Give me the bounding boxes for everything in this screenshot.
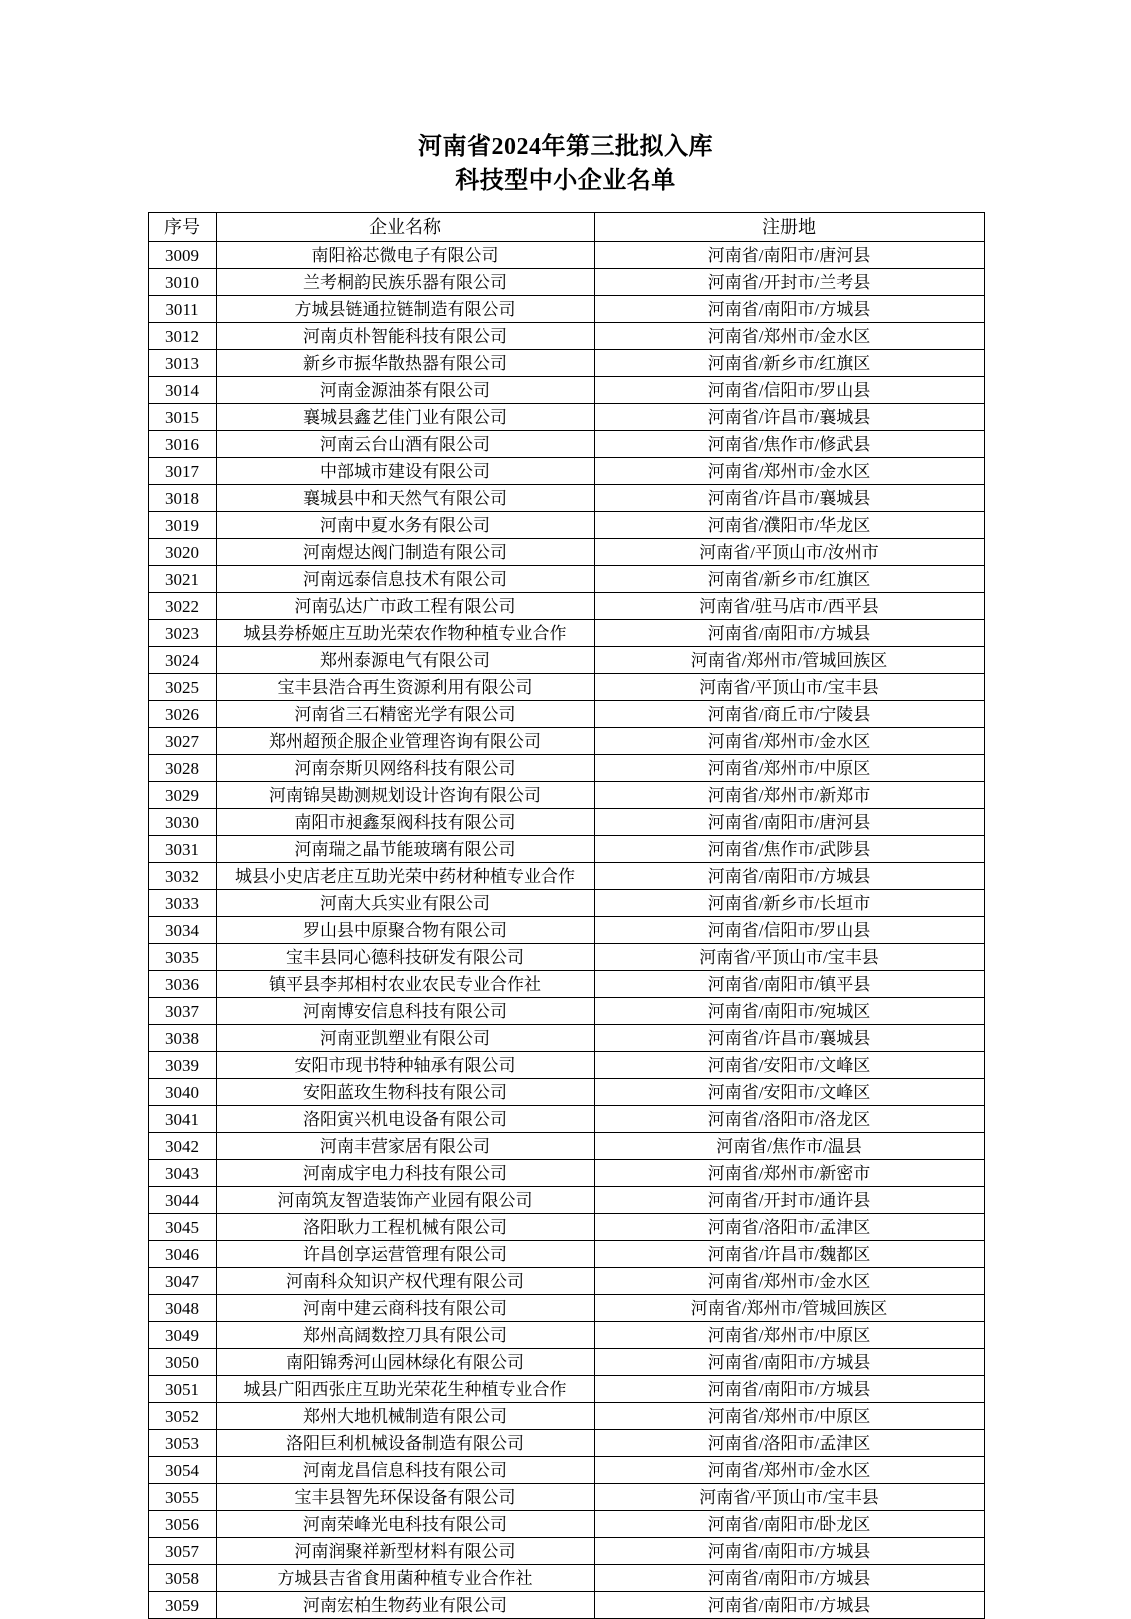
cell-registration-place: 河南省/南阳市/方城县: [594, 620, 984, 647]
cell-registration-place: 河南省/郑州市/中原区: [594, 1322, 984, 1349]
cell-index: 3009: [148, 242, 216, 269]
cell-enterprise-name: 新乡市振华散热器有限公司: [216, 350, 594, 377]
cell-index: 3051: [148, 1376, 216, 1403]
cell-registration-place: 河南省/郑州市/金水区: [594, 458, 984, 485]
cell-enterprise-name: 方城县链通拉链制造有限公司: [216, 296, 594, 323]
cell-index: 3047: [148, 1268, 216, 1295]
cell-index: 3024: [148, 647, 216, 674]
cell-index: 3013: [148, 350, 216, 377]
cell-registration-place: 河南省/焦作市/修武县: [594, 431, 984, 458]
cell-index: 3018: [148, 485, 216, 512]
cell-enterprise-name: 河南宏柏生物药业有限公司: [216, 1592, 594, 1619]
cell-registration-place: 河南省/郑州市/中原区: [594, 1403, 984, 1430]
cell-enterprise-name: 罗山县中原聚合物有限公司: [216, 917, 594, 944]
cell-enterprise-name: 洛阳耿力工程机械有限公司: [216, 1214, 594, 1241]
cell-registration-place: 河南省/洛阳市/洛龙区: [594, 1106, 984, 1133]
table-row: [148, 674, 984, 701]
cell-enterprise-name: 方城县吉省食用菌种植专业合作社: [216, 1565, 594, 1592]
cell-index: 3059: [148, 1592, 216, 1619]
cell-registration-place: 河南省/南阳市/方城县: [594, 1538, 984, 1565]
cell-index: 3021: [148, 566, 216, 593]
cell-registration-place: 河南省/南阳市/镇平县: [594, 971, 984, 998]
table-row: [148, 1592, 984, 1619]
table-header: [148, 213, 984, 242]
cell-enterprise-name: 城县小史店老庄互助光荣中药材种植专业合作: [216, 863, 594, 890]
cell-registration-place: 河南省/新乡市/红旗区: [594, 566, 984, 593]
cell-registration-place: 河南省/南阳市/方城县: [594, 1349, 984, 1376]
cell-enterprise-name: 襄城县中和天然气有限公司: [216, 485, 594, 512]
table-row: [148, 971, 984, 998]
cell-enterprise-name: 城县广阳西张庄互助光荣花生种植专业合作: [216, 1376, 594, 1403]
cell-index: 3045: [148, 1214, 216, 1241]
table-row: [148, 1079, 984, 1106]
cell-enterprise-name: 南阳市昶鑫泵阀科技有限公司: [216, 809, 594, 836]
table-row: [148, 512, 984, 539]
cell-registration-place: 河南省/平顶山市/宝丰县: [594, 674, 984, 701]
cell-enterprise-name: 中部城市建设有限公司: [216, 458, 594, 485]
cell-index: 3040: [148, 1079, 216, 1106]
cell-enterprise-name: 南阳裕芯微电子有限公司: [216, 242, 594, 269]
cell-enterprise-name: 洛阳寅兴机电设备有限公司: [216, 1106, 594, 1133]
table-row: [148, 1322, 984, 1349]
column-header-index: 序号: [148, 213, 216, 242]
cell-registration-place: 河南省/安阳市/文峰区: [594, 1079, 984, 1106]
cell-index: 3019: [148, 512, 216, 539]
cell-enterprise-name: 河南龙昌信息科技有限公司: [216, 1457, 594, 1484]
cell-registration-place: 河南省/南阳市/唐河县: [594, 242, 984, 269]
cell-enterprise-name: 郑州大地机械制造有限公司: [216, 1403, 594, 1430]
cell-registration-place: 河南省/郑州市/新密市: [594, 1160, 984, 1187]
table-row: [148, 944, 984, 971]
cell-registration-place: 河南省/许昌市/襄城县: [594, 404, 984, 431]
column-header-registration-place: 注册地: [594, 213, 984, 242]
cell-registration-place: 河南省/开封市/兰考县: [594, 269, 984, 296]
cell-registration-place: 河南省/新乡市/红旗区: [594, 350, 984, 377]
table-row: [148, 1511, 984, 1538]
cell-registration-place: 河南省/濮阳市/华龙区: [594, 512, 984, 539]
cell-index: 3056: [148, 1511, 216, 1538]
title-line-1: 河南省2024年第三批拟入库: [418, 134, 713, 160]
table-row: [148, 782, 984, 809]
cell-index: 3042: [148, 1133, 216, 1160]
cell-registration-place: 河南省/南阳市/唐河县: [594, 809, 984, 836]
table-row: [148, 1457, 984, 1484]
cell-enterprise-name: 南阳锦秀河山园林绿化有限公司: [216, 1349, 594, 1376]
cell-index: 3014: [148, 377, 216, 404]
cell-index: 3030: [148, 809, 216, 836]
table-row: [148, 296, 984, 323]
cell-index: 3031: [148, 836, 216, 863]
cell-registration-place: 河南省/安阳市/文峰区: [594, 1052, 984, 1079]
table-row: [148, 1133, 984, 1160]
cell-index: 3011: [148, 296, 216, 323]
enterprise-table: [148, 212, 985, 1619]
cell-index: 3026: [148, 701, 216, 728]
cell-index: 3015: [148, 404, 216, 431]
cell-registration-place: 河南省/郑州市/金水区: [594, 728, 984, 755]
cell-index: 3032: [148, 863, 216, 890]
cell-index: 3046: [148, 1241, 216, 1268]
cell-index: 3058: [148, 1565, 216, 1592]
table-header-row: [148, 213, 984, 242]
table-row: [148, 890, 984, 917]
table-row: [148, 404, 984, 431]
table-row: [148, 323, 984, 350]
table-row: [148, 701, 984, 728]
cell-registration-place: 河南省/焦作市/武陟县: [594, 836, 984, 863]
cell-enterprise-name: 襄城县鑫艺佳门业有限公司: [216, 404, 594, 431]
table-row: [148, 269, 984, 296]
table-row: [148, 998, 984, 1025]
table-row: [148, 1241, 984, 1268]
table-row: [148, 377, 984, 404]
table-row: [148, 1160, 984, 1187]
cell-index: 3055: [148, 1484, 216, 1511]
cell-enterprise-name: 河南中夏水务有限公司: [216, 512, 594, 539]
table-row: [148, 1565, 984, 1592]
cell-registration-place: 河南省/许昌市/襄城县: [594, 1025, 984, 1052]
table-row: [148, 566, 984, 593]
cell-registration-place: 河南省/许昌市/魏都区: [594, 1241, 984, 1268]
cell-registration-place: 河南省/郑州市/中原区: [594, 755, 984, 782]
table-row: [148, 1349, 984, 1376]
cell-registration-place: 河南省/郑州市/金水区: [594, 1268, 984, 1295]
cell-enterprise-name: 河南荣峰光电科技有限公司: [216, 1511, 594, 1538]
cell-registration-place: 河南省/郑州市/金水区: [594, 323, 984, 350]
cell-registration-place: 河南省/商丘市/宁陵县: [594, 701, 984, 728]
cell-index: 3041: [148, 1106, 216, 1133]
cell-index: 3016: [148, 431, 216, 458]
cell-enterprise-name: 宝丰县智先环保设备有限公司: [216, 1484, 594, 1511]
cell-index: 3052: [148, 1403, 216, 1430]
table-row: [148, 1106, 984, 1133]
cell-registration-place: 河南省/驻马店市/西平县: [594, 593, 984, 620]
cell-registration-place: 河南省/南阳市/方城县: [594, 296, 984, 323]
cell-enterprise-name: 河南远泰信息技术有限公司: [216, 566, 594, 593]
cell-index: 3053: [148, 1430, 216, 1457]
table-row: [148, 1430, 984, 1457]
cell-enterprise-name: 安阳市现书特种轴承有限公司: [216, 1052, 594, 1079]
cell-registration-place: 河南省/郑州市/金水区: [594, 1457, 984, 1484]
cell-index: 3039: [148, 1052, 216, 1079]
cell-enterprise-name: 河南弘达广市政工程有限公司: [216, 593, 594, 620]
cell-index: 3012: [148, 323, 216, 350]
cell-index: 3010: [148, 269, 216, 296]
table-row: [148, 485, 984, 512]
table-row: [148, 647, 984, 674]
table-row: [148, 431, 984, 458]
cell-enterprise-name: 河南云台山酒有限公司: [216, 431, 594, 458]
cell-registration-place: 河南省/南阳市/宛城区: [594, 998, 984, 1025]
cell-registration-place: 河南省/南阳市/方城县: [594, 863, 984, 890]
table-row: [148, 863, 984, 890]
title-line-2: 科技型中小企业名单: [455, 168, 676, 194]
cell-index: 3044: [148, 1187, 216, 1214]
table-row: [148, 1484, 984, 1511]
table-row: [148, 458, 984, 485]
cell-index: 3038: [148, 1025, 216, 1052]
table-row: [148, 242, 984, 269]
cell-registration-place: 河南省/南阳市/卧龙区: [594, 1511, 984, 1538]
cell-enterprise-name: 河南丰营家居有限公司: [216, 1133, 594, 1160]
table-row: [148, 1025, 984, 1052]
cell-index: 3023: [148, 620, 216, 647]
cell-registration-place: 河南省/洛阳市/孟津区: [594, 1430, 984, 1457]
cell-registration-place: 河南省/平顶山市/汝州市: [594, 539, 984, 566]
cell-enterprise-name: 河南亚凯塑业有限公司: [216, 1025, 594, 1052]
table-row: [148, 1403, 984, 1430]
cell-index: 3035: [148, 944, 216, 971]
table-row: [148, 836, 984, 863]
enterprise-table-wrapper: [148, 212, 984, 1619]
cell-index: 3057: [148, 1538, 216, 1565]
cell-enterprise-name: 兰考桐韵民族乐器有限公司: [216, 269, 594, 296]
cell-index: 3025: [148, 674, 216, 701]
table-body: [148, 242, 984, 1619]
cell-enterprise-name: 河南煜达阀门制造有限公司: [216, 539, 594, 566]
table-row: [148, 1214, 984, 1241]
cell-index: 3054: [148, 1457, 216, 1484]
cell-enterprise-name: 镇平县李邦相村农业农民专业合作社: [216, 971, 594, 998]
cell-enterprise-name: 河南锦昊勘测规划设计咨询有限公司: [216, 782, 594, 809]
cell-index: 3049: [148, 1322, 216, 1349]
cell-registration-place: 河南省/南阳市/方城县: [594, 1376, 984, 1403]
cell-enterprise-name: 宝丰县浩合再生资源利用有限公司: [216, 674, 594, 701]
table-row: [148, 728, 984, 755]
cell-registration-place: 河南省/新乡市/长垣市: [594, 890, 984, 917]
cell-enterprise-name: 安阳蓝玫生物科技有限公司: [216, 1079, 594, 1106]
table-row: [148, 755, 984, 782]
cell-index: 3034: [148, 917, 216, 944]
cell-enterprise-name: 河南润聚祥新型材料有限公司: [216, 1538, 594, 1565]
table-row: [148, 539, 984, 566]
table-row: [148, 917, 984, 944]
cell-index: 3022: [148, 593, 216, 620]
table-row: [148, 1052, 984, 1079]
cell-registration-place: 河南省/许昌市/襄城县: [594, 485, 984, 512]
table-row: [148, 1538, 984, 1565]
table-row: [148, 593, 984, 620]
column-header-enterprise-name: 企业名称: [216, 213, 594, 242]
cell-enterprise-name: 河南中建云商科技有限公司: [216, 1295, 594, 1322]
cell-registration-place: 河南省/南阳市/方城县: [594, 1565, 984, 1592]
cell-enterprise-name: 河南博安信息科技有限公司: [216, 998, 594, 1025]
cell-enterprise-name: 河南成宇电力科技有限公司: [216, 1160, 594, 1187]
cell-enterprise-name: 河南奈斯贝网络科技有限公司: [216, 755, 594, 782]
cell-index: 3037: [148, 998, 216, 1025]
table-row: [148, 1295, 984, 1322]
table-row: [148, 809, 984, 836]
cell-enterprise-name: 河南大兵实业有限公司: [216, 890, 594, 917]
cell-registration-place: 河南省/郑州市/新郑市: [594, 782, 984, 809]
cell-index: 3033: [148, 890, 216, 917]
cell-enterprise-name: 郑州超预企服企业管理咨询有限公司: [216, 728, 594, 755]
cell-index: 3029: [148, 782, 216, 809]
cell-enterprise-name: 河南筑友智造装饰产业园有限公司: [216, 1187, 594, 1214]
table-row: [148, 1268, 984, 1295]
cell-enterprise-name: 河南瑞之晶节能玻璃有限公司: [216, 836, 594, 863]
cell-enterprise-name: 河南科众知识产权代理有限公司: [216, 1268, 594, 1295]
cell-enterprise-name: 城县券桥姬庄互助光荣农作物种植专业合作: [216, 620, 594, 647]
cell-enterprise-name: 洛阳巨利机械设备制造有限公司: [216, 1430, 594, 1457]
table-row: [148, 1376, 984, 1403]
cell-registration-place: 河南省/开封市/通许县: [594, 1187, 984, 1214]
cell-registration-place: 河南省/平顶山市/宝丰县: [594, 944, 984, 971]
cell-enterprise-name: 河南省三石精密光学有限公司: [216, 701, 594, 728]
table-row: [148, 350, 984, 377]
cell-enterprise-name: 郑州泰源电气有限公司: [216, 647, 594, 674]
table-row: [148, 620, 984, 647]
cell-enterprise-name: 河南金源油茶有限公司: [216, 377, 594, 404]
cell-enterprise-name: 宝丰县同心德科技研发有限公司: [216, 944, 594, 971]
cell-index: 3036: [148, 971, 216, 998]
cell-index: 3043: [148, 1160, 216, 1187]
cell-registration-place: 河南省/南阳市/方城县: [594, 1592, 984, 1619]
cell-enterprise-name: 郑州高阔数控刀具有限公司: [216, 1322, 594, 1349]
cell-index: 3048: [148, 1295, 216, 1322]
cell-index: 3020: [148, 539, 216, 566]
cell-enterprise-name: 河南贞朴智能科技有限公司: [216, 323, 594, 350]
cell-registration-place: 河南省/平顶山市/宝丰县: [594, 1484, 984, 1511]
document-title: [0, 0, 1131, 198]
cell-registration-place: 河南省/郑州市/管城回族区: [594, 647, 984, 674]
cell-enterprise-name: 许昌创享运营管理有限公司: [216, 1241, 594, 1268]
cell-registration-place: 河南省/洛阳市/孟津区: [594, 1214, 984, 1241]
cell-index: 3028: [148, 755, 216, 782]
cell-index: 3017: [148, 458, 216, 485]
cell-registration-place: 河南省/信阳市/罗山县: [594, 377, 984, 404]
table-row: [148, 1187, 984, 1214]
cell-index: 3050: [148, 1349, 216, 1376]
cell-registration-place: 河南省/焦作市/温县: [594, 1133, 984, 1160]
cell-registration-place: 河南省/郑州市/管城回族区: [594, 1295, 984, 1322]
cell-index: 3027: [148, 728, 216, 755]
cell-registration-place: 河南省/信阳市/罗山县: [594, 917, 984, 944]
